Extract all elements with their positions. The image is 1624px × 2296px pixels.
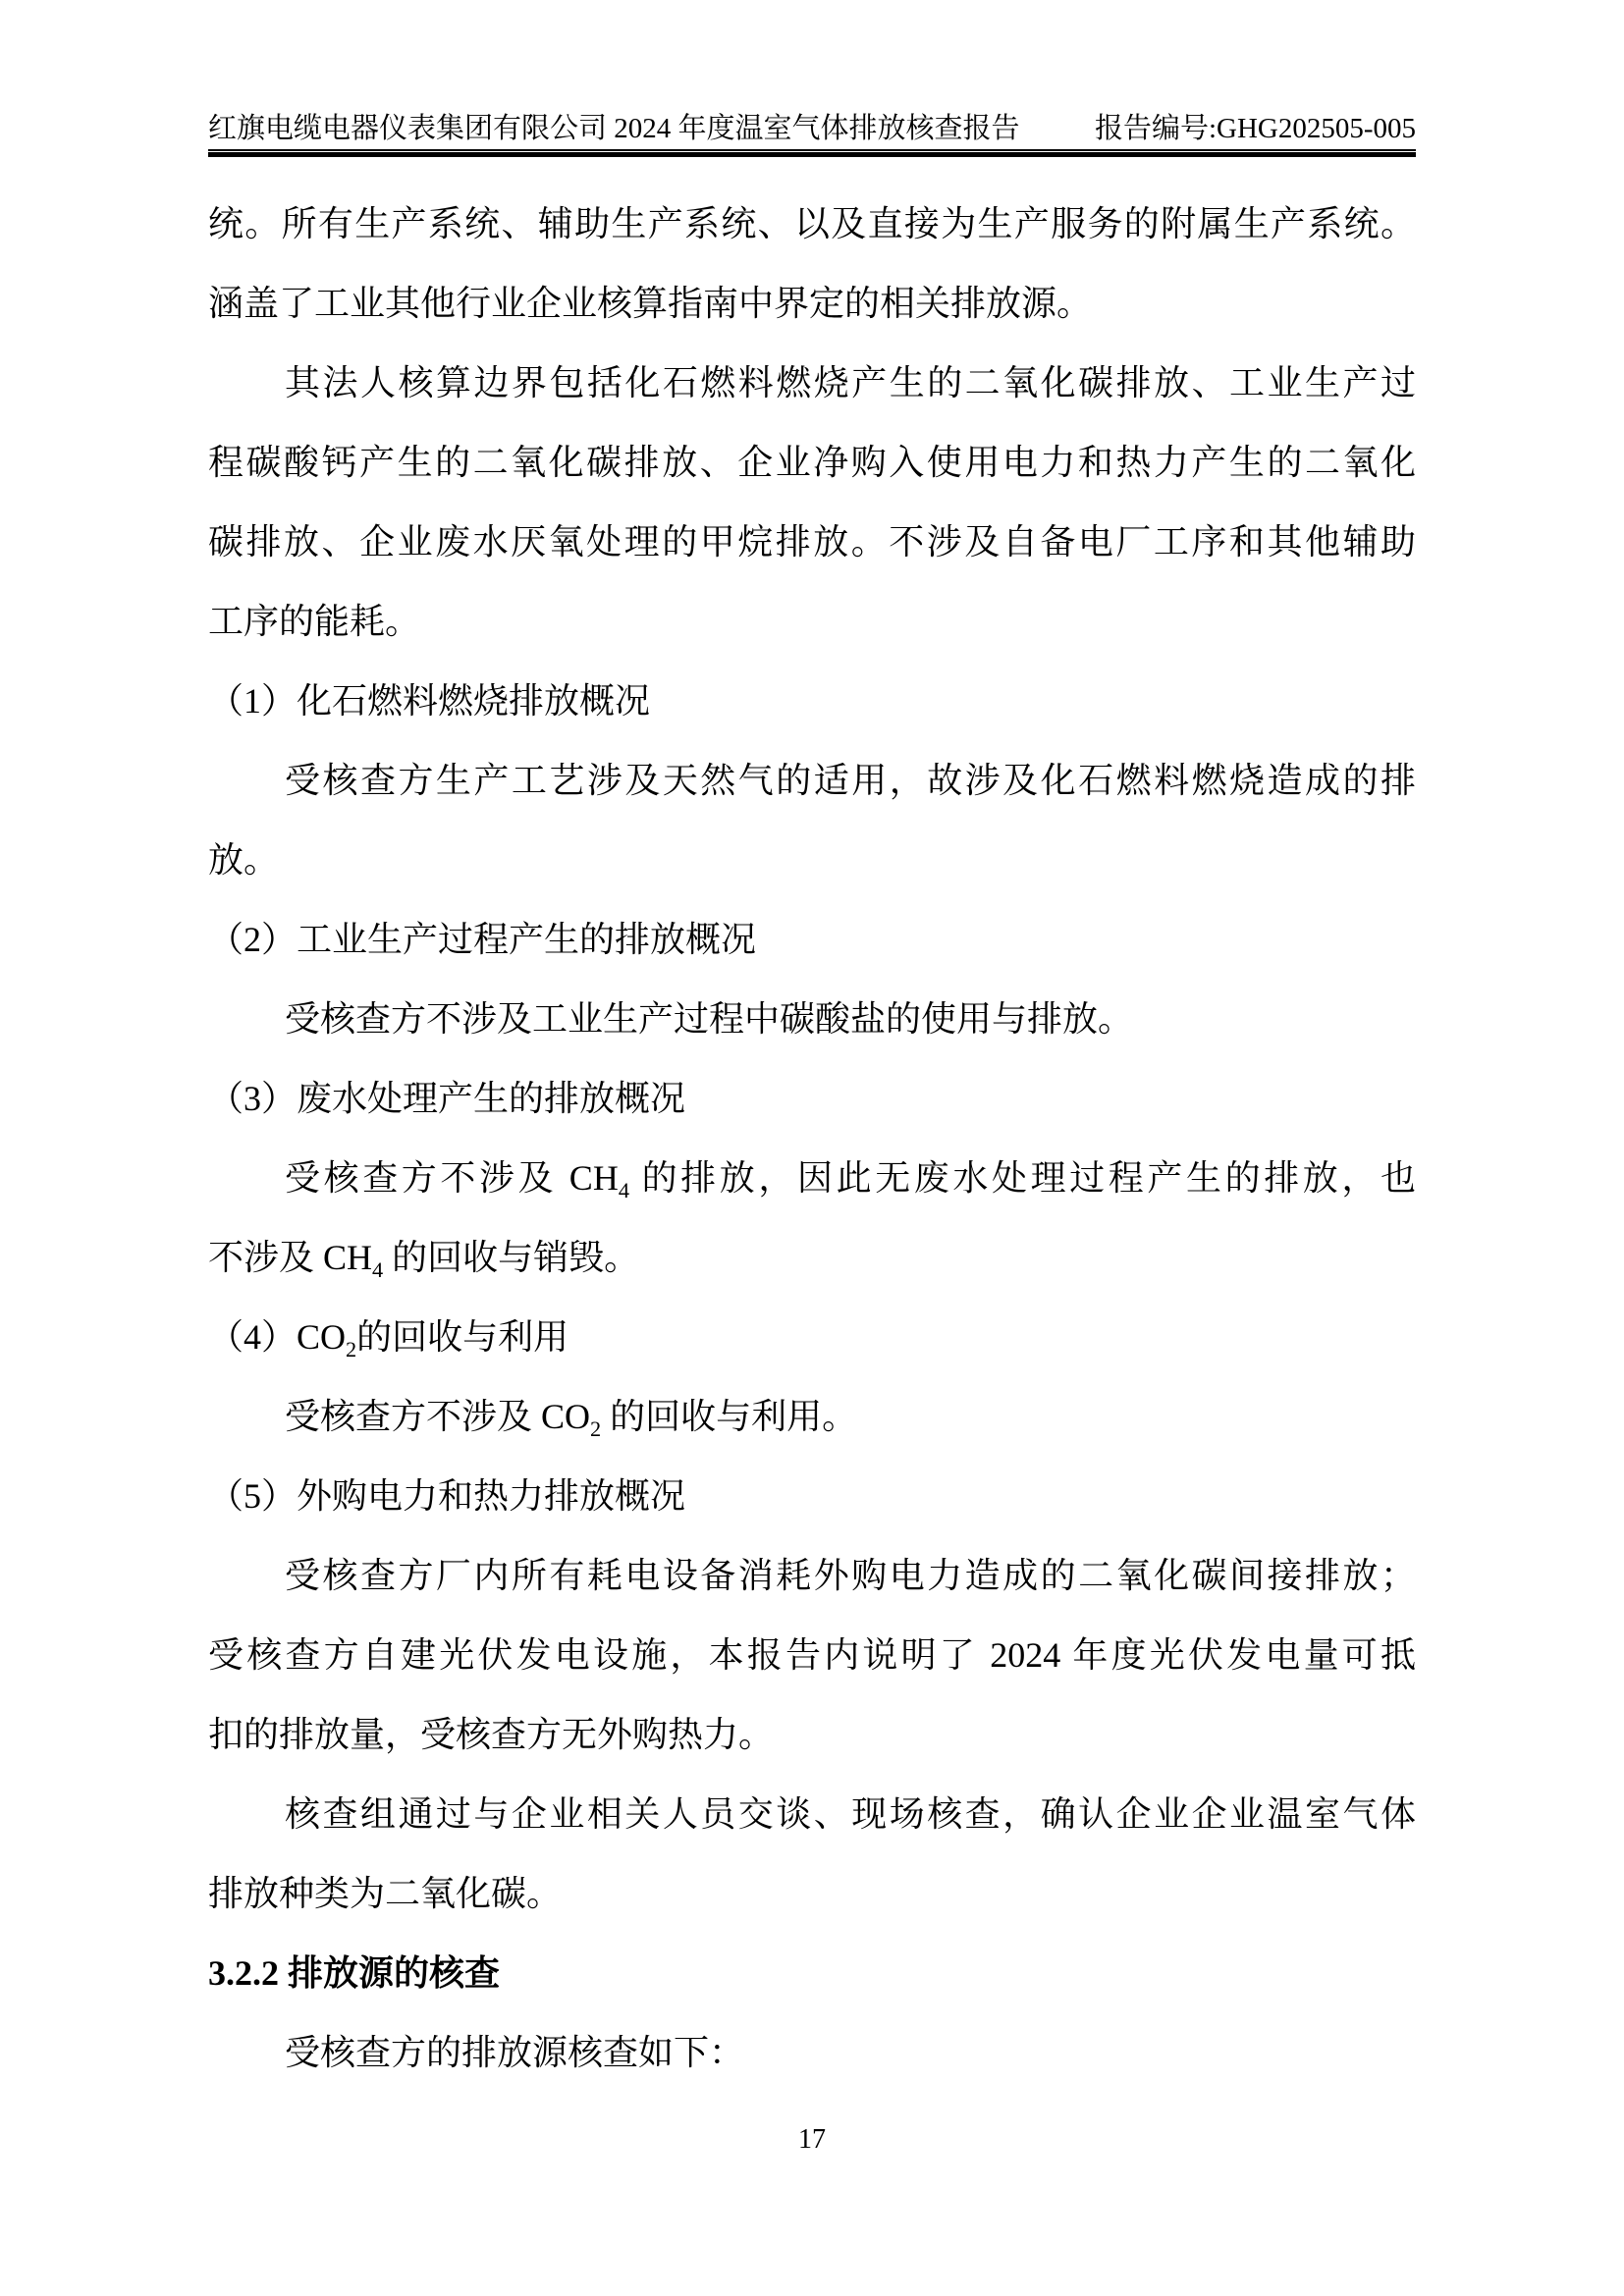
text-line: 受核查方厂内所有耗电设备消耗外购电力造成的二氧化碳间接排放； xyxy=(285,1556,1416,1595)
text-line: 碳排放、企业废水厌氧处理的甲烷排放。不涉及自备电厂工序和其他辅助 xyxy=(208,522,1416,561)
text-line: 其法人核算边界包括化石燃料燃烧产生的二氧化碳排放、工业生产过 xyxy=(285,363,1416,402)
text-line: 受核查方不涉及 $CH_4$ 的排放，因此无废水处理过程产生的排放，也 xyxy=(285,1158,1416,1203)
header-report-number: 报告编号:GHG202505-005 xyxy=(1094,113,1416,144)
page-header-row xyxy=(208,112,1416,151)
text-line: 放。 xyxy=(208,840,280,880)
text-line: 不涉及 $CH_4$ 的回收与销毁。 xyxy=(208,1238,640,1283)
text-line: 涵盖了工业其他行业企业核算指南中界定的相关排放源。 xyxy=(208,284,1093,323)
text-line: 程碳酸钙产生的二氧化碳排放、企业净购入使用电力和热力产生的二氧化 xyxy=(208,443,1416,482)
section-heading: 3.2.2 排放源的核查 xyxy=(208,1953,501,1993)
text-line: 核查组通过与企业相关人员交谈、现场核查，确认企业企业温室气体 xyxy=(285,1794,1416,1834)
text-line: 受核查方不涉及工业生产过程中碳酸盐的使用与排放。 xyxy=(285,999,1134,1039)
text-line: 受核查方的排放源核查如下： xyxy=(285,2033,745,2072)
page-header xyxy=(208,112,1416,157)
page-number: 17 xyxy=(798,2124,826,2155)
text-line: 统。所有生产系统、辅助生产系统、以及直接为生产服务的附属生产系统。 xyxy=(208,204,1416,243)
document-body xyxy=(208,185,1416,2093)
text-line: 受核查方自建光伏发电设施，本报告内说明了 2024 年度光伏发电量可抵 xyxy=(208,1635,1416,1675)
header-report-title: 红旗电缆电器仪表集团有限公司 2024 年度温室气体排放核查报告 xyxy=(208,113,1020,144)
text-line: （3）废水处理产生的排放概况 xyxy=(208,1079,686,1118)
text-line: 扣的排放量，受核查方无外购热力。 xyxy=(208,1715,775,1754)
text-line: （1）化石燃料燃烧排放概况 xyxy=(208,681,651,721)
text-line: （5）外购电力和热力排放概况 xyxy=(208,1476,686,1516)
text-line: 受核查方生产工艺涉及天然气的适用，故涉及化石燃料燃烧造成的排 xyxy=(285,761,1416,800)
text-line: （2）工业生产过程产生的排放概况 xyxy=(208,920,757,959)
text-line: 排放种类为二氧化碳。 xyxy=(208,1874,563,1913)
text-line: 受核查方不涉及 $CO_2$ 的回收与利用。 xyxy=(285,1397,858,1442)
text-line: $(4)CO_2$的回收与利用 xyxy=(208,1317,569,1362)
text-line: 工序的能耗。 xyxy=(208,602,421,641)
